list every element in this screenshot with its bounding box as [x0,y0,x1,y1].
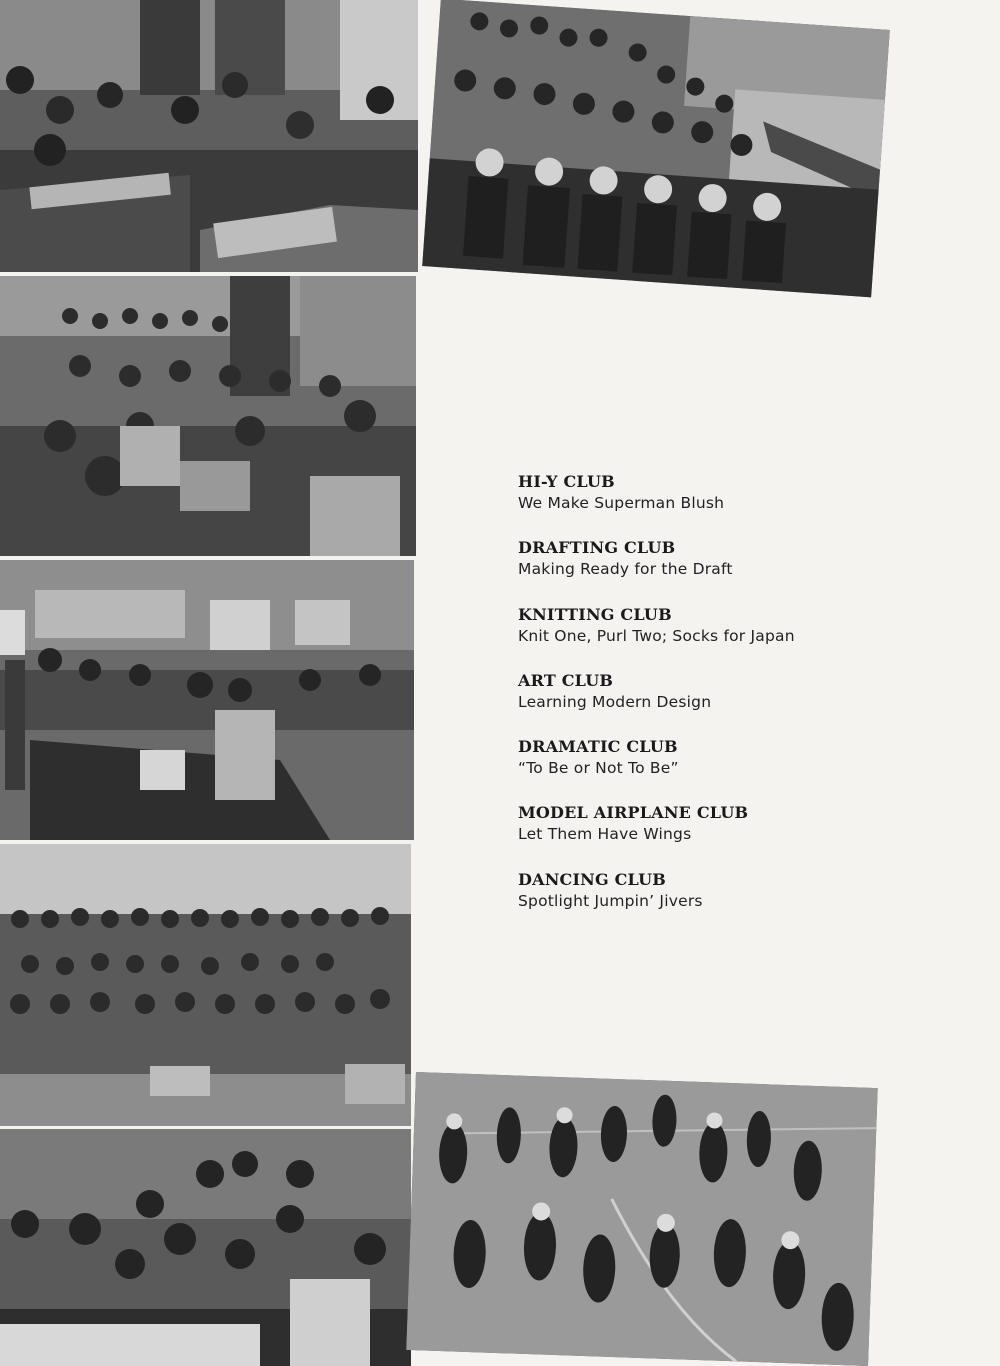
club-name: DANCING CLUB [518,869,666,889]
art-club-caption [518,671,938,737]
knitting-club-photo [0,276,416,556]
club-name: DRAMATIC CLUB [518,737,678,757]
drafting-club-caption [518,538,938,604]
club-motto: “To Be or Not To Be” [518,759,679,778]
club-name: ART CLUB [518,670,614,690]
hi-y-club-photo [422,0,890,297]
dramatic-club-caption [518,737,938,803]
club-motto: Spotlight Jumpin’ Jivers [518,891,703,910]
club-motto: We Make Superman Blush [518,494,725,512]
club-caption-list [518,472,938,936]
knitting-club-caption [518,605,938,671]
club-motto: Making Ready for the Draft [518,560,733,579]
dancing-club-caption [518,870,938,936]
drafting-club-photo [0,0,418,272]
club-motto: Let Them Have Wings [518,825,692,844]
club-name: HI-Y CLUB [518,472,615,491]
art-club-photo [0,560,414,840]
hi-y-club-caption [518,472,938,538]
dancing-club-photo [406,1072,877,1366]
dramatic-club-photo [0,844,411,1126]
model-airplane-club-photo [0,1129,411,1366]
club-name: KNITTING CLUB [518,604,672,624]
club-name: DRAFTING CLUB [518,538,676,558]
club-motto: Learning Modern Design [518,692,712,711]
club-motto: Knit One, Purl Two; Socks for Japan [518,626,795,645]
club-name: MODEL AIRPLANE CLUB [518,803,749,823]
model-airplane-club-caption [518,803,938,869]
